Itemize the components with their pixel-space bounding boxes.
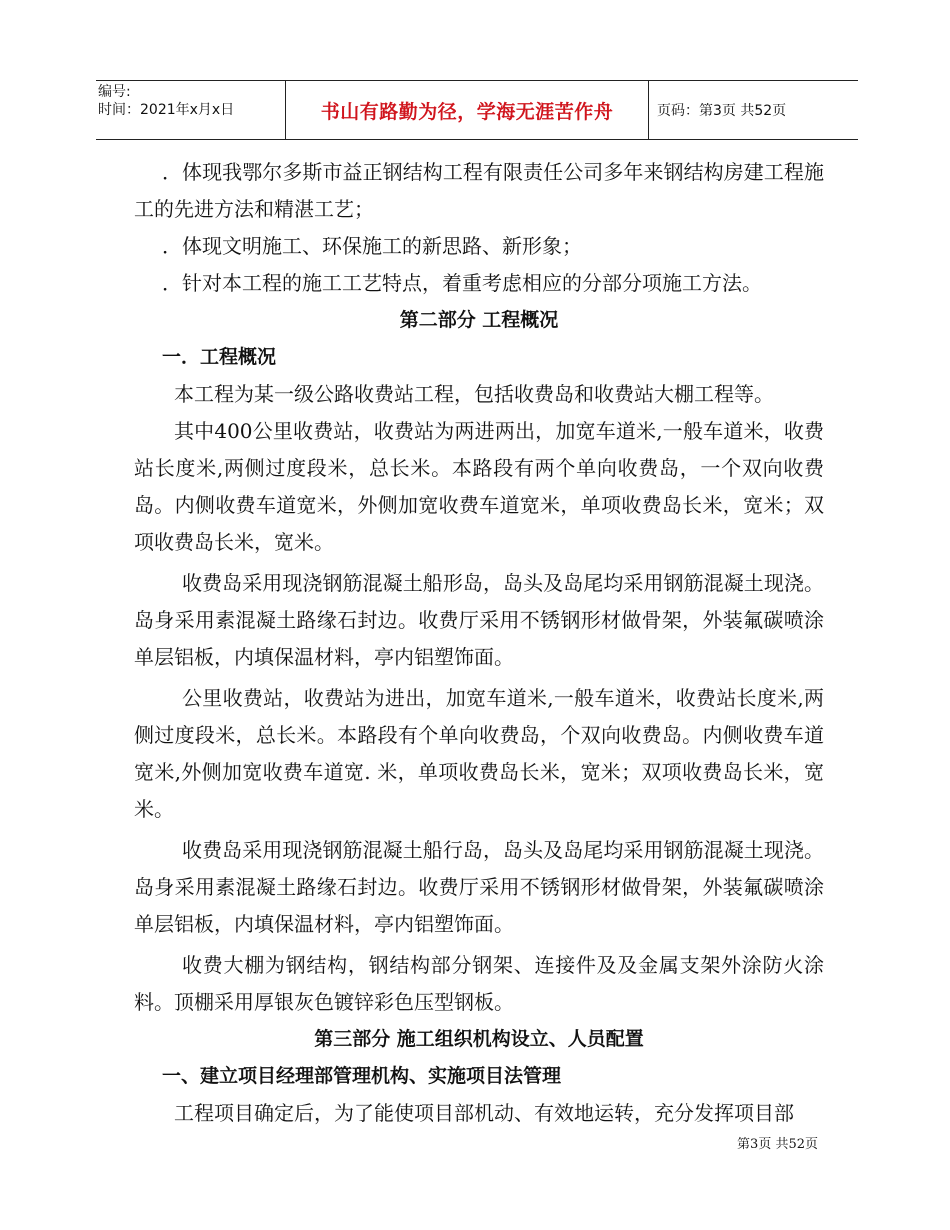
body-paragraph: 收费岛采用现浇钢筋混凝土船形岛，岛头及岛尾均采用钢筋混凝土现浇。岛身采用素混凝土路缘石封边。收费厅采用不锈钢形材做骨架，外装氟碳喷涂单层铝板，内填保温材料，亭内铝塑饰面。 xyxy=(134,571,824,669)
page-footer: 第3页 共52页 xyxy=(737,1137,818,1152)
body-paragraph: 收费大棚为钢结构，钢结构部分钢架、连接件及及金属支架外涂防火涂料。顶棚采用厚银灰色镀锌彩色压型钢板。 xyxy=(134,953,824,1014)
header-page-number: 页码：第3页 共52页 xyxy=(657,103,787,119)
body-paragraph: 公里收费站，收费站为进出，加宽车道米,一般车道米，收费站长度米,两侧过度段米，总长米。本路段有个单向收费岛，个双向收费岛。内侧收费车道宽米,外侧加宽收费车道宽. 米，单项收费岛长米，宽米；双项收费岛长米，宽米。 xyxy=(134,686,824,821)
bullet-paragraph: ．体现我鄂尔多斯市益正钢结构工程有限责任公司多年来钢结构房建工程施工的先进方法和精湛工艺； xyxy=(134,160,824,221)
body-paragraph: 本工程为某一级公路收费站工程，包括收费岛和收费站大棚工程等。 xyxy=(174,382,774,406)
header-motto: 书山有路勤为径，学海无涯苦作舟 xyxy=(285,81,649,139)
time-label: 时间：2021年x月x日 xyxy=(98,102,235,118)
body-paragraph: 工程项目确定后，为了能使项目部机动、有效地运转，充分发挥项目部 xyxy=(174,1101,794,1125)
document-body xyxy=(134,154,824,1132)
bullet-paragraph: ．体现文明施工、环保施工的新思路、新形象； xyxy=(162,234,582,258)
body-paragraph: 其中400公里收费站，收费站为两进两出，加宽车道米,一般车道米，收费站长度米,两侧过度段米，总长米。本路段有两个单向收费岛，一个双向收费岛。内侧收费车道宽米，外侧加宽收费车道宽米，单项收费岛长米，宽米；双项收费岛长米，宽米。 xyxy=(134,419,824,554)
section-heading: 一、建立项目经理部管理机构、实施项目法管理 xyxy=(162,1065,562,1087)
header-meta xyxy=(96,81,285,139)
part-heading: 第二部分 工程概况 xyxy=(399,309,559,331)
body-paragraph: 收费岛采用现浇钢筋混凝土船行岛，岛头及岛尾均采用钢筋混凝土现浇。岛身采用素混凝土路缘石封边。收费厅采用不锈钢形材做骨架，外装氟碳喷涂单层铝板，内填保温材料，亭内铝塑饰面。 xyxy=(134,838,824,936)
code-label: 编号: xyxy=(98,84,131,100)
bullet-paragraph: ．针对本工程的施工工艺特点，着重考虑相应的分部分项施工方法。 xyxy=(162,271,762,295)
page-header xyxy=(96,80,858,140)
section-heading: 一．工程概况 xyxy=(162,346,277,368)
part-heading: 第三部分 施工组织机构设立、人员配置 xyxy=(314,1028,644,1050)
